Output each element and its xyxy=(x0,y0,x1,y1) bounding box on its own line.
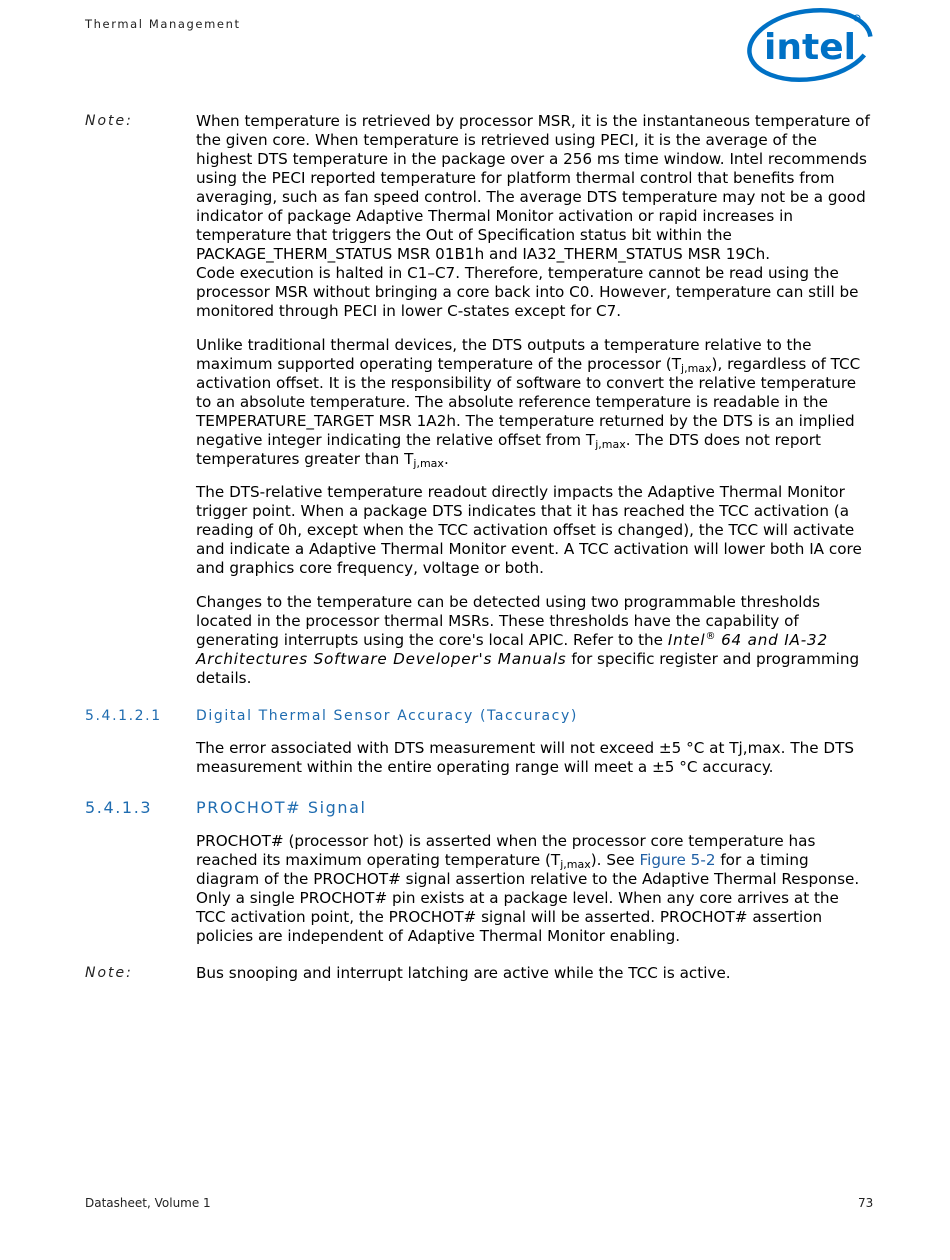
note-label: Note: xyxy=(85,965,133,981)
intel-logo xyxy=(746,4,874,86)
dts-paragraph xyxy=(196,336,872,469)
changes-paragraph xyxy=(196,593,872,688)
c-states-text: Code execution is halted in C1–C7. Therefore, temperature cannot be read using the processor MSR without bringing a core back into C0. However, temperature can still be monitored through PECI in lower C-states except for C7. xyxy=(196,264,859,320)
registered-mark: ® xyxy=(705,631,716,642)
tjmax-subscript: j,max xyxy=(413,457,444,470)
c-states-paragraph xyxy=(196,264,872,321)
tjmax-subscript: j,max xyxy=(560,858,591,871)
tjmax-subscript: j,max xyxy=(595,438,626,451)
accuracy-paragraph xyxy=(196,739,872,777)
tjmax-subscript: j,max xyxy=(681,362,712,375)
dts-text-a: Unlike traditional thermal devices, the DTS outputs a temperature relative to the maximum supported operating temperature of the processor (T xyxy=(196,336,812,373)
prochot-text-b: ). See xyxy=(590,851,640,869)
section-number: 5.4.1.3 xyxy=(85,798,153,817)
footer-doc-title: Datasheet, Volume 1 xyxy=(85,1196,211,1210)
manual-title: 64 and IA-32 Architectures Software Developer's Manuals xyxy=(196,631,828,668)
changes-text-b: for specific register and programming details. xyxy=(196,650,860,687)
note-text xyxy=(196,112,872,264)
intel-logo-text: intel xyxy=(764,27,856,68)
page-header-title: Thermal Management xyxy=(85,17,241,31)
accuracy-text: The error associated with DTS measurement will not exceed ±5 °C at Tj,max. The DTS measurement within the entire operating range will meet a ±5 °C accuracy. xyxy=(196,739,855,776)
note-label: Note: xyxy=(85,113,133,129)
section-number: 5.4.1.2.1 xyxy=(85,708,162,724)
page-number: 73 xyxy=(858,1196,874,1210)
dts-text-c: . The DTS does not report temperatures greater than T xyxy=(196,431,822,468)
prochot-text-a: PROCHOT# (processor hot) is asserted when the processor core temperature has reached its maximum operating temperature (T xyxy=(196,832,816,869)
manual-title-intel: Intel xyxy=(667,631,706,649)
dts-text-d: . xyxy=(443,450,449,468)
prochot-text-c: for a timing diagram of the PROCHOT# signal assertion relative to the Adaptive Thermal Response. Only a single PROCHOT# pin exists at a package level. When any core arrives at the TCC activation point, the PROCHOT# signal will be asserted. PROCHOT# assertion policies are independent of Adaptive Thermal Monitor enabling. xyxy=(196,851,860,945)
prochot-paragraph xyxy=(196,832,872,946)
changes-text-a: Changes to the temperature can be detected using two programmable thresholds located in the processor thermal MSRs. These thresholds have the capability of generating interrupts using the core's local APIC. Refer to the xyxy=(196,593,821,649)
section-title: PROCHOT# Signal xyxy=(196,798,367,817)
note-paragraph: Bus snooping and interrupt latching are active while the TCC is active. xyxy=(196,964,731,982)
note-text xyxy=(196,964,872,983)
readout-paragraph xyxy=(196,483,872,578)
section-title: Digital Thermal Sensor Accuracy (Taccuracy) xyxy=(196,708,578,724)
figure-link[interactable]: Figure 5-2 xyxy=(639,851,716,869)
note-paragraph: When temperature is retrieved by processor MSR, it is the instantaneous temperature of the given core. When temperature is retrieved using PECI, it is the average of the highest DTS temperature in the package over a 256 ms time window. Intel recommends using the PECI reported temperature for platform thermal control that benefits from averaging, such as fan speed control. The average DTS temperature may not be a good indicator of package Adaptive Thermal Monitor activation or rapid increases in temperature that triggers the Out of Specification status bit within the PACKAGE_THERM_STATUS MSR 01B1h and IA32_THERM_STATUS MSR 19Ch. xyxy=(196,112,870,263)
readout-text: The DTS-relative temperature readout directly impacts the Adaptive Thermal Monitor trigger point. When a package DTS indicates that it has reached the TCC activation (a reading of 0h, except when the TCC activation offset is changed), the TCC will activate and indicate a Adaptive Thermal Monitor event. A TCC activation will lower both IA core and graphics core frequency, voltage or both. xyxy=(196,483,862,577)
dts-text-b: ), regardless of TCC activation offset. It is the responsibility of software to convert the relative temperature to an absolute temperature. The absolute reference temperature is readable in the TEMPERATURE_TARGET MSR 1A2h. The temperature returned by the DTS is an implied negative integer indicating the relative offset from T xyxy=(196,355,861,449)
